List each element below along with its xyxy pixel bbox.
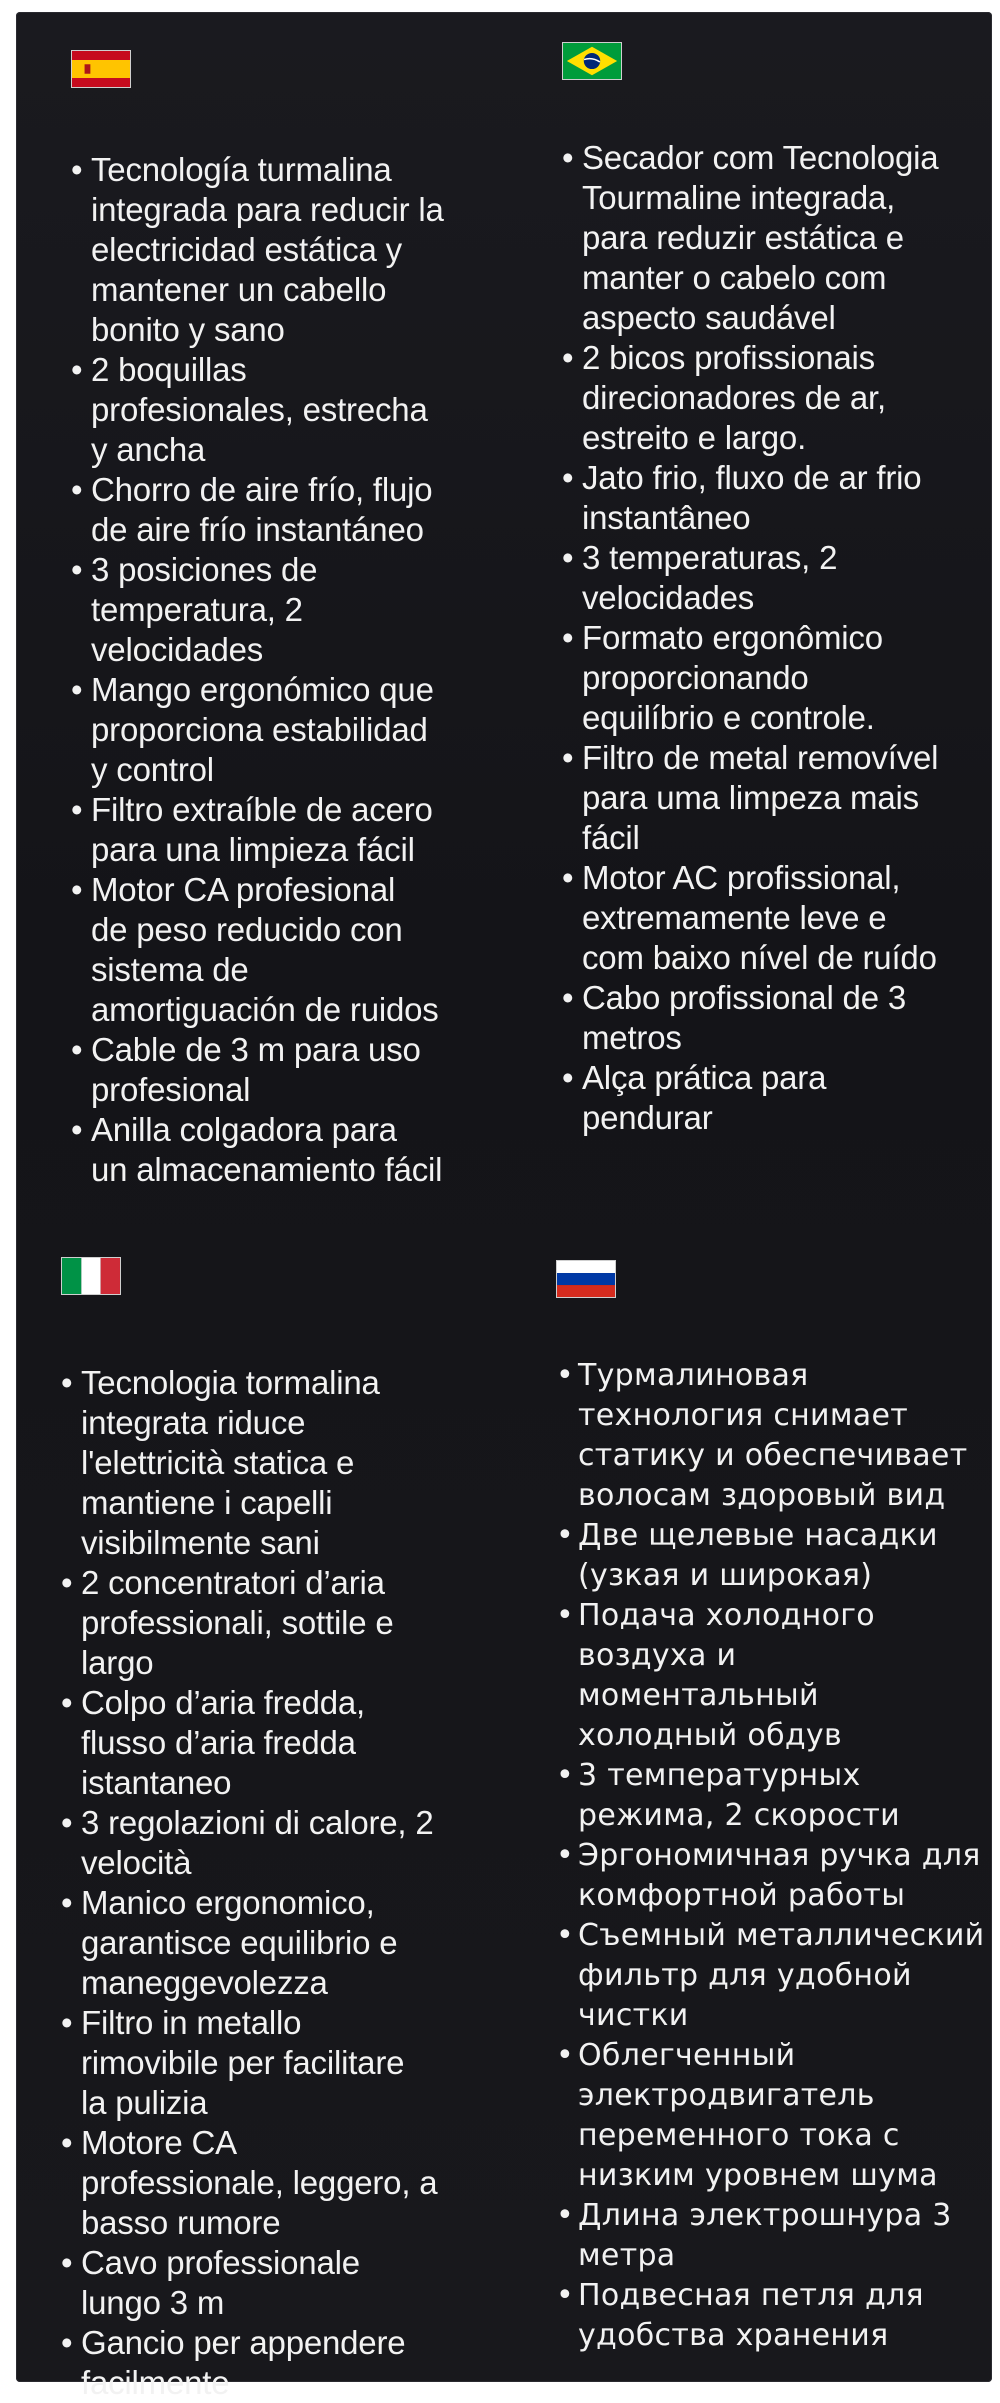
portuguese-section [562, 42, 992, 1138]
list-item: • Эргономичная ручка для комфортной работы [556, 1836, 996, 1916]
list-item: • 3 temperaturas, 2 velocidades [562, 538, 992, 618]
italian-section [61, 1257, 501, 2403]
list-item: • Tecnologia tormalina integrata riduce l'elettricità statica e mantiene i capelli visibilmente sani [61, 1363, 501, 1563]
list-item: • Secador com Tecnologia Tourmaline integrada, para reduzir estática e manter o cabelo com aspecto saudável [562, 138, 992, 338]
list-item: • Jato frio, fluxo de ar frio instantâneo [562, 458, 992, 538]
list-item: • Две щелевые насадки (узкая и широкая) [556, 1516, 996, 1596]
list-item: • Filtro extraíble de acero para una limpieza fácil [71, 790, 511, 870]
list-item: • 2 bicos profissionais direcionadores de ar, estreito e largo. [562, 338, 992, 458]
list-item: • Длина электрошнура 3 метра [556, 2196, 996, 2276]
list-item: • Gancio per appendere facilmente [61, 2323, 501, 2403]
list-item: • Турмалиновая технология снимает статику и обеспечивает волосам здоровый вид [556, 1356, 996, 1516]
list-item: • 2 boquillas profesionales, estrecha y ancha [71, 350, 511, 470]
list-item: • Подача холодного воздуха и моментальный холодный обдув [556, 1596, 996, 1756]
russia-flag-icon [556, 1260, 616, 1298]
list-item: • 3 температурных режима, 2 скорости [556, 1756, 996, 1836]
list-item: • Подвесная петля для удобства хранения [556, 2276, 996, 2356]
list-item: • Formato ergonômico proporcionando equilíbrio e controle. [562, 618, 992, 738]
feature-list [71, 150, 511, 1190]
spain-flag-icon [71, 50, 131, 88]
brazil-flag-icon [562, 42, 622, 80]
list-item: • Tecnología turmalina integrada para reducir la electricidad estática y mantener un cabello bonito y sano [71, 150, 511, 350]
list-item: • Motore CA professionale, leggero, a basso rumore [61, 2123, 501, 2243]
list-item: • Съемный металлический фильтр для удобной чистки [556, 1916, 996, 2036]
italy-flag-icon [61, 1257, 121, 1295]
list-item: • Облегченный электродвигатель переменного тока с низким уровнем шума [556, 2036, 996, 2196]
russian-section [556, 1260, 996, 2356]
list-item: • Cavo professionale lungo 3 m [61, 2243, 501, 2323]
list-item: • Cabo profissional de 3 metros [562, 978, 992, 1058]
list-item: • 2 concentratori d’aria professionali, sottile e largo [61, 1563, 501, 1683]
list-item: • Motor CA profesional de peso reducido con sistema de amortiguación de ruidos [71, 870, 511, 1030]
packaging-panel [16, 12, 992, 2401]
list-item: • Mango ergonómico que proporciona estabilidad y control [71, 670, 511, 790]
list-item: • Alça prática para pendurar [562, 1058, 992, 1138]
list-item: • Motor AC profissional, extremamente leve e com baixo nível de ruído [562, 858, 992, 978]
feature-list [61, 1363, 501, 2403]
list-item: • Filtro in metallo rimovibile per facilitare la pulizia [61, 2003, 501, 2123]
feature-list [562, 138, 992, 1138]
feature-list [556, 1356, 996, 2356]
list-item: • 3 regolazioni di calore, 2 velocità [61, 1803, 501, 1883]
spanish-section [71, 50, 511, 1190]
list-item: • Colpo d’aria fredda, flusso d’aria fredda istantaneo [61, 1683, 501, 1803]
list-item: • Manico ergonomico, garantisce equilibrio e maneggevolezza [61, 1883, 501, 2003]
list-item: • Anilla colgadora para un almacenamiento fácil [71, 1110, 511, 1190]
list-item: • Chorro de aire frío, flujo de aire frío instantáneo [71, 470, 511, 550]
list-item: • Filtro de metal removível para uma limpeza mais fácil [562, 738, 992, 858]
list-item: • Cable de 3 m para uso profesional [71, 1030, 511, 1110]
list-item: • 3 posiciones de temperatura, 2 velocidades [71, 550, 511, 670]
